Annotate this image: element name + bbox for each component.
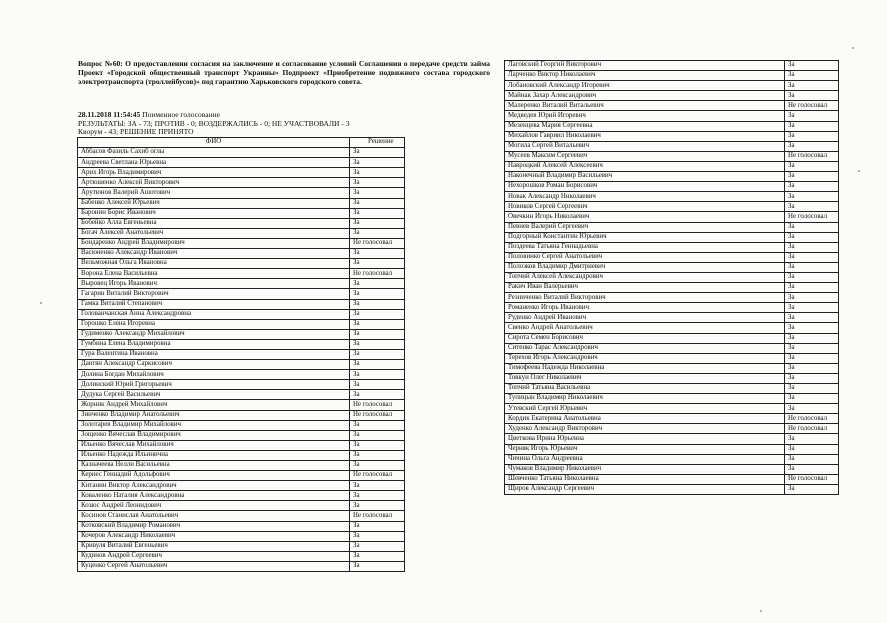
table-row: [505, 61, 839, 71]
vote-decision: За: [785, 172, 839, 182]
table-row: [78, 450, 405, 460]
vote-decision: За: [785, 373, 839, 383]
table-row: [78, 551, 405, 561]
table-row: [78, 521, 405, 531]
table-row: [505, 293, 839, 303]
table-row: [78, 329, 405, 339]
table-row: [505, 283, 839, 293]
deputy-name: Аббасов Фазиль Сахиб оглы: [78, 148, 350, 158]
table-row: [78, 501, 405, 511]
table-row: [78, 471, 405, 481]
deputy-name: Певнев Валерий Сергеевич: [505, 222, 785, 232]
deputy-name: Лобановский Александр Игоревич: [505, 81, 785, 91]
vote-decision: За: [785, 353, 839, 363]
vote-quorum: Кворум - 43; РЕШЕНИЕ ПРИНЯТО: [78, 127, 194, 137]
deputy-name: Медведев Юрий Игоревич: [505, 111, 785, 121]
table-row: [505, 71, 839, 81]
vote-decision: За: [785, 293, 839, 303]
vote-decision: За: [350, 450, 405, 460]
vote-decision: За: [350, 259, 405, 269]
deputy-name: Мезенцева Мария Сергеевна: [505, 121, 785, 131]
vote-decision: За: [785, 384, 839, 394]
deputy-name: Артюшенко Алексей Викторович: [78, 178, 350, 188]
vote-decision: Не голосовал: [785, 212, 839, 222]
vote-decision: За: [785, 161, 839, 171]
vote-timestamp: 28.11.2018 11:54:45: [78, 110, 141, 119]
vote-decision: За: [350, 289, 405, 299]
deputy-name: Козюс Андрей Леонидович: [78, 501, 350, 511]
table-row: [78, 309, 405, 319]
vote-decision: За: [350, 178, 405, 188]
vote-decision: За: [785, 303, 839, 313]
vote-decision: За: [785, 464, 839, 474]
vote-decision: Не голосовал: [350, 238, 405, 248]
vote-decision: Не голосовал: [350, 400, 405, 410]
vote-decision: За: [785, 202, 839, 212]
vote-decision: За: [785, 252, 839, 262]
vote-decision: За: [785, 222, 839, 232]
vote-decision: Не голосовал: [785, 424, 839, 434]
table-row: [78, 410, 405, 420]
deputy-name: Михайлов Гавриил Николаевич: [505, 131, 785, 141]
vote-decision: За: [350, 491, 405, 501]
deputy-name: Лаговский Георгий Викторович: [505, 61, 785, 71]
table-row: [78, 289, 405, 299]
table-row: [505, 212, 839, 222]
deputy-name: Навроцкий Алексей Алексеевич: [505, 161, 785, 171]
deputy-name: Малеренко Виталий Витальевич: [505, 101, 785, 111]
vote-decision: За: [350, 360, 405, 370]
table-row: [78, 228, 405, 238]
table-row: [78, 481, 405, 491]
deputy-name: Зинченко Владимир Анатольевич: [78, 410, 350, 420]
deputy-name: Долинский Юрий Григорьевич: [78, 380, 350, 390]
deputy-name: Баронин Борис Иванович: [78, 208, 350, 218]
table-row: [78, 360, 405, 370]
vote-decision: Не голосовал: [350, 269, 405, 279]
vote-decision: За: [785, 242, 839, 252]
vote-decision: За: [785, 111, 839, 121]
deputy-name: Гагарин Виталий Викторович: [78, 289, 350, 299]
vote-decision: За: [350, 339, 405, 349]
deputy-name: Кордик Екатерина Анатольевна: [505, 414, 785, 424]
table-row: [78, 178, 405, 188]
deputy-name: Гудименко Александр Михайлович: [78, 329, 350, 339]
table-row: [505, 262, 839, 272]
vote-decision: Не голосовал: [785, 101, 839, 111]
deputy-name: Худенко Александр Викторович: [505, 424, 785, 434]
table-row: [505, 353, 839, 363]
deputy-name: Кривуля Виталий Евгеньевич: [78, 541, 350, 551]
table-row: [78, 370, 405, 380]
deputy-name: Овечкин Игорь Николаевич: [505, 212, 785, 222]
table-row: [78, 148, 405, 158]
table-row: [505, 91, 839, 101]
table-row: [505, 343, 839, 353]
table-row: [78, 249, 405, 259]
deputy-name: Цветкова Ирина Юрьевна: [505, 434, 785, 444]
right-table-body: [505, 61, 839, 495]
deputy-name: Богач Алексей Анатольевич: [78, 228, 350, 238]
vote-decision: За: [785, 131, 839, 141]
vote-decision: За: [350, 218, 405, 228]
vote-decision: За: [785, 283, 839, 293]
vote-decision: За: [350, 349, 405, 359]
table-row: [505, 454, 839, 464]
deputy-name: Майнак Захар Александрович: [505, 91, 785, 101]
deputy-name: Дангян Александр Саркисович: [78, 360, 350, 370]
deputy-name: Руденко Андрей Иванович: [505, 313, 785, 323]
table-row: [505, 414, 839, 424]
vote-decision: За: [350, 158, 405, 168]
table-row: [78, 491, 405, 501]
table-row: [505, 373, 839, 383]
deputy-name: Новиков Сергей Сергеевич: [505, 202, 785, 212]
table-row: [78, 259, 405, 269]
vote-decision: За: [785, 323, 839, 333]
table-row: [505, 424, 839, 434]
table-row: [505, 121, 839, 131]
table-row: [505, 242, 839, 252]
vote-decision: Не голосовал: [350, 410, 405, 420]
vote-decision: Не голосовал: [785, 474, 839, 484]
deputy-name: Дудука Сергей Васильевич: [78, 390, 350, 400]
vote-decision: За: [350, 198, 405, 208]
table-row: [78, 339, 405, 349]
vote-decision: За: [785, 232, 839, 242]
table-row: [505, 182, 839, 192]
scan-speck: [760, 610, 762, 612]
deputy-name: Тимофеева Надежда Николаевна: [505, 363, 785, 373]
table-row: [505, 464, 839, 474]
vote-decision: За: [785, 363, 839, 373]
deputy-name: Ларченко Виктор Николаевич: [505, 71, 785, 81]
vote-decision: За: [785, 333, 839, 343]
deputy-name: Куценко Сергей Анатольевич: [78, 561, 350, 571]
deputy-name: Бабенко Алексей Юрьевич: [78, 198, 350, 208]
vote-decision: За: [350, 440, 405, 450]
vote-summary: [78, 111, 490, 137]
header-decision: Решение: [350, 138, 405, 148]
deputy-name: Товкун Олег Николаевич: [505, 373, 785, 383]
table-row: [505, 444, 839, 454]
vote-decision: За: [350, 279, 405, 289]
vote-decision: За: [350, 531, 405, 541]
table-row: [78, 238, 405, 248]
table-header-row: [78, 138, 405, 148]
table-row: [505, 252, 839, 262]
deputy-name: Коваленко Наталия Александровна: [78, 491, 350, 501]
table-row: [505, 363, 839, 373]
table-row: [78, 269, 405, 279]
vote-decision: За: [785, 454, 839, 464]
table-row: [505, 151, 839, 161]
deputy-name: Бондаренко Андрей Владимирович: [78, 238, 350, 248]
table-row: [78, 511, 405, 521]
table-row: [78, 440, 405, 450]
table-row: [505, 333, 839, 343]
table-row: [78, 319, 405, 329]
vote-decision: За: [785, 91, 839, 101]
table-row: [78, 541, 405, 551]
deputy-name: Косинов Станислав Анатольевич: [78, 511, 350, 521]
deputy-name: Романенко Игорь Иванович: [505, 303, 785, 313]
table-row: [505, 323, 839, 333]
deputy-name: Котковский Владимир Романович: [78, 521, 350, 531]
table-row: [78, 400, 405, 410]
vote-decision: За: [350, 249, 405, 259]
scan-speck: [40, 302, 42, 304]
table-row: [78, 531, 405, 541]
vote-decision: За: [785, 81, 839, 91]
deputy-name: Вельможная Ольга Ивановна: [78, 259, 350, 269]
vote-decision: За: [785, 434, 839, 444]
deputy-name: Чумаков Владимир Николаевич: [505, 464, 785, 474]
table-row: [505, 101, 839, 111]
table-row: [505, 272, 839, 282]
vote-decision: За: [785, 121, 839, 131]
deputy-name: Выровец Игорь Иванович: [78, 279, 350, 289]
vote-decision: За: [350, 148, 405, 158]
table-row: [78, 198, 405, 208]
deputy-name: Шевченко Татьяна Николаевна: [505, 474, 785, 484]
scan-speck: [852, 47, 854, 49]
table-row: [78, 420, 405, 430]
deputy-name: Кудинов Андрей Сергеевич: [78, 551, 350, 561]
table-row: [78, 299, 405, 309]
deputy-name: Сирота Семен Борисович: [505, 333, 785, 343]
vote-decision: За: [350, 521, 405, 531]
deputy-name: Ракич Иван Валерьевич: [505, 283, 785, 293]
deputy-name: Поздеева Татьяна Геннадьевна: [505, 242, 785, 252]
vote-decision: За: [350, 430, 405, 440]
vote-type: Поименное голосование: [142, 110, 220, 119]
table-row: [505, 434, 839, 444]
deputy-name: Арих Игорь Владимирович: [78, 168, 350, 178]
table-row: [78, 461, 405, 471]
table-row: [505, 161, 839, 171]
table-row: [505, 131, 839, 141]
table-row: [505, 141, 839, 151]
vote-decision: За: [350, 380, 405, 390]
table-row: [505, 172, 839, 182]
vote-decision: За: [785, 71, 839, 81]
deputy-name: Ильенко Надежда Ильинична: [78, 450, 350, 460]
vote-decision: За: [785, 484, 839, 494]
table-row: [505, 484, 839, 494]
deputy-name: Гамка Виталий Степанович: [78, 299, 350, 309]
deputy-name: Ильенко Вячеслав Михайлович: [78, 440, 350, 450]
vote-decision: За: [350, 541, 405, 551]
vote-decision: За: [350, 390, 405, 400]
vote-decision: За: [350, 208, 405, 218]
deputy-name: Голованчанская Анна Александровна: [78, 309, 350, 319]
table-row: [78, 279, 405, 289]
deputy-name: Ситенко Тарас Александрович: [505, 343, 785, 353]
deputy-name: Зощенко Вячеслав Владимирович: [78, 430, 350, 440]
deputy-name: Новак Александр Николаевич: [505, 192, 785, 202]
table-row: [505, 81, 839, 91]
vote-decision: За: [350, 319, 405, 329]
deputy-name: Ворона Елена Васильевна: [78, 269, 350, 279]
table-row: [505, 192, 839, 202]
vote-decision: За: [350, 481, 405, 491]
deputy-name: Полозков Владимир Дмитриевич: [505, 262, 785, 272]
vote-decision: За: [350, 309, 405, 319]
vote-decision: За: [350, 501, 405, 511]
table-row: [78, 188, 405, 198]
deputy-name: Мусеев Максим Сергеевич: [505, 151, 785, 161]
deputy-name: Резниченко Виталий Викторович: [505, 293, 785, 303]
table-row: [505, 394, 839, 404]
vote-decision: За: [785, 61, 839, 71]
table-row: [78, 390, 405, 400]
deputy-name: Андреева Светлана Юрьевна: [78, 158, 350, 168]
table-row: [505, 202, 839, 212]
vote-decision: За: [350, 551, 405, 561]
vote-decision: За: [350, 329, 405, 339]
vote-decision: За: [785, 343, 839, 353]
deputy-name: Бобейко Алла Евгеньевна: [78, 218, 350, 228]
deputy-name: Гумбина Елена Владимировна: [78, 339, 350, 349]
table-row: [78, 168, 405, 178]
vote-decision: Не голосовал: [350, 511, 405, 521]
deputy-name: Подгорный Константин Юрьевич: [505, 232, 785, 242]
scan-speck: [858, 170, 860, 172]
deputy-name: Могила Сергей Витальевич: [505, 141, 785, 151]
question-title: Вопрос №60: О предоставлении согласия на заключение и согласование условий Соглашения о передаче средств займа Проект «Городской общественный транспорт Украины» Подпроект «Приобретение подвижного состава городского электротранспорта (троллейбусов)» под гарантию Харьковского городского совета.: [78, 59, 490, 86]
table-row: [78, 430, 405, 440]
deputy-name: Утевский Сергей Юрьевич: [505, 404, 785, 414]
vote-decision: За: [785, 404, 839, 414]
table-row: [505, 111, 839, 121]
deputy-name: Долина Богдан Михайлович: [78, 370, 350, 380]
right-vote-table: [504, 60, 839, 495]
vote-decision: За: [785, 192, 839, 202]
table-row: [78, 218, 405, 228]
table-row: [78, 380, 405, 390]
deputy-name: Наконечный Владимир Васильевич: [505, 172, 785, 182]
left-vote-table: [77, 137, 405, 572]
vote-decision: За: [350, 228, 405, 238]
deputy-name: Нехорошков Роман Борисович: [505, 182, 785, 192]
vote-decision: За: [785, 444, 839, 454]
vote-decision: За: [785, 313, 839, 323]
table-row: [505, 222, 839, 232]
vote-decision: Не голосовал: [785, 151, 839, 161]
deputy-name: Тупицын Владимир Николаевич: [505, 394, 785, 404]
deputy-name: Половинко Сергей Анатольевич: [505, 252, 785, 262]
vote-decision: За: [350, 168, 405, 178]
deputy-name: Арутюнов Валерий Ашотович: [78, 188, 350, 198]
table-row: [78, 158, 405, 168]
deputy-name: Топчий Татьяна Васильевна: [505, 384, 785, 394]
table-row: [505, 404, 839, 414]
deputy-name: Топчий Алексей Александрович: [505, 272, 785, 282]
table-row: [78, 561, 405, 571]
vote-decision: За: [350, 299, 405, 309]
left-table-body: [78, 148, 405, 572]
table-row: [505, 474, 839, 484]
vote-decision: За: [785, 182, 839, 192]
deputy-name: Щиров Александр Сергеевич: [505, 484, 785, 494]
vote-decision: За: [785, 394, 839, 404]
deputy-name: Чичина Ольга Андреевна: [505, 454, 785, 464]
vote-decision: За: [350, 188, 405, 198]
table-row: [78, 208, 405, 218]
table-row: [505, 232, 839, 242]
deputy-name: Терехов Игорь Александрович: [505, 353, 785, 363]
deputy-name: Кернес Геннадий Адольфович: [78, 471, 350, 481]
table-row: [505, 384, 839, 394]
deputy-name: Черняк Игорь Юрьевич: [505, 444, 785, 454]
deputy-name: Золотарев Владимир Михайлович: [78, 420, 350, 430]
vote-decision: За: [350, 461, 405, 471]
table-row: [505, 313, 839, 323]
vote-decision: За: [785, 262, 839, 272]
vote-decision: За: [350, 370, 405, 380]
deputy-name: Кочеров Александр Николаевич: [78, 531, 350, 541]
vote-decision: Не голосовал: [785, 414, 839, 424]
deputy-name: Китанин Виктор Александрович: [78, 481, 350, 491]
deputy-name: Казначеева Нелли Васильевна: [78, 461, 350, 471]
deputy-name: Гура Валентина Ивановна: [78, 349, 350, 359]
deputy-name: Васюненко Александр Иванович: [78, 249, 350, 259]
vote-decision: За: [785, 141, 839, 151]
vote-decision: За: [350, 420, 405, 430]
deputy-name: Жорник Андрей Михайлович: [78, 400, 350, 410]
vote-decision: За: [785, 272, 839, 282]
deputy-name: Горошко Елена Игоревна: [78, 319, 350, 329]
table-row: [78, 349, 405, 359]
vote-decision: За: [350, 561, 405, 571]
header-name: ФИО: [78, 138, 350, 148]
vote-decision: Не голосовал: [350, 471, 405, 481]
deputy-name: Свенко Андрей Анатольевич: [505, 323, 785, 333]
vote-results: РЕЗУЛЬТАТЫ: ЗА - 73; ПРОТИВ - 0; ВОЗДЕРЖАЛИСЬ - 0; НЕ УЧАСТВОВАЛИ - 3: [78, 118, 350, 128]
table-row: [505, 303, 839, 313]
